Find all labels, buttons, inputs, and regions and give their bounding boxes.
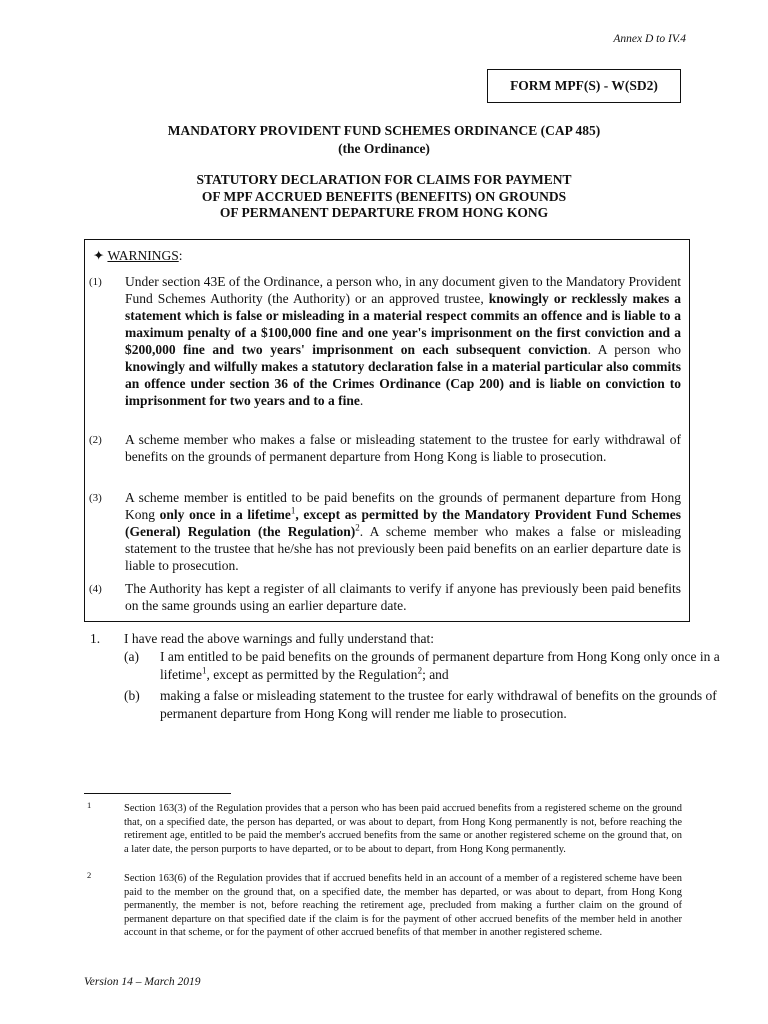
warning-text (125, 273, 681, 409)
warning-number: (4) (89, 583, 102, 595)
warning-1-bold-a: knowingly or recklessly makes a statement which is false or misleading in a material respect commits an offence and is liable to a maximum penalty of a $100,000 fine and one year's imprisonment on the first conviction and a $200,000 fine and two years' imprisonment on each subsequent conviction (125, 291, 682, 357)
footnote-ref-1: 1 (201, 665, 207, 676)
warning-text (125, 489, 681, 574)
warning-text (125, 431, 681, 465)
annex-label: Annex D to IV.4 (613, 33, 686, 45)
warning-number: (2) (89, 434, 102, 446)
footnote-text: Section 163(6) of the Regulation provides that if accrued benefits held in an account of a member of a registered scheme have been paid to the member on the ground that, on a specified date, the member has departed, or was about to depart, from Hong Kong permanently, the member is not, before reaching the retirement age, precluded from making a further claim on the ground of permanent departure on that specified date if the claim is for the payment of other accrued benefits of the member held in another account in that scheme, or for the payment of other accrued benefits of that member in another registered scheme. (124, 873, 682, 939)
warnings-heading (93, 248, 182, 264)
warnings-box (84, 239, 690, 622)
declaration-title (0, 172, 768, 222)
star-icon: ✦ (93, 248, 105, 263)
item-a-text-3: ; and (422, 667, 449, 682)
footnote-ref-2: 2 (355, 522, 360, 533)
version-label: Version 14 – March 2019 (84, 976, 201, 988)
item-text (160, 648, 720, 684)
footnote-ref-2: 2 (417, 665, 423, 676)
warning-3-bold-a: only once in a lifetime (159, 507, 291, 522)
form-code-box: FORM MPF(S) - W(SD2) (487, 69, 681, 103)
footnote-text: Section 163(3) of the Regulation provides that a person who has been paid accrued benefits from a registered scheme on the ground that, on a specified date, the person has departed, or was about to depart, from Hong Kong permanently is not, before reaching the retirement age, entitled to be paid the member's accrued benefits from the same or another registered scheme on the ground that, on a later date, the person purports to have departed, or to be about to depart, from Hong Kong permanently. (124, 803, 682, 855)
warning-3-bold-b: , except as permitted by the Mandatory Provident Fund Schemes (General) Regulation (the Regulation) (125, 507, 681, 539)
warning-3-text-b: . A scheme member who makes a false or misleading statement to the trustee that he/she has not previously been paid benefits on an earlier departure date is liable to prosecution. (125, 524, 681, 573)
warning-number: (1) (89, 276, 102, 288)
item-a-text-1: I am entitled to be paid benefits on the grounds of permanent departure from Hong Kong only once in a lifetime (160, 649, 720, 682)
item-label: (a) (124, 649, 139, 664)
footnote-number: 2 (87, 870, 92, 880)
footnote-number: 1 (87, 800, 92, 810)
item-label: (b) (124, 688, 140, 703)
footnote-ref-1: 1 (290, 505, 296, 516)
title-line-1: MANDATORY PROVIDENT FUND SCHEMES ORDINANCE (CAP 485) (167, 123, 601, 138)
warning-1-text-b: . A person who (587, 342, 681, 357)
warnings-colon: : (178, 248, 183, 263)
warnings-heading-text: WARNINGS (107, 248, 179, 263)
title-line-4: OF MPF ACCRUED BENEFITS (BENEFITS) ON GROUNDS (201, 188, 567, 204)
warning-1-text-a: Under section 43E of the Ordinance, a person who, in any document given to the Mandatory Provident Fund Schemes Authority (the Authority) or an approved trustee, (125, 274, 681, 306)
paragraph-number: 1. (90, 631, 101, 646)
warning-3-text-a: A scheme member is entitled to be paid benefits on the grounds of permanent departure from Hong Kong (125, 490, 681, 522)
title-line-3: STATUTORY DECLARATION FOR CLAIMS FOR PAYMENT (196, 172, 572, 187)
ordinance-title (0, 122, 768, 158)
footnote-divider (84, 793, 231, 794)
warning-4-text: The Authority has kept a register of all claimants to verify if anyone has previously been paid benefits on the same grounds using an earlier departure date. (125, 581, 681, 613)
warning-2-text: A scheme member who makes a false or misleading statement to the trustee for early withdrawal of benefits on the grounds of permanent departure from Hong Kong is liable to prosecution. (125, 432, 681, 464)
title-line-2: (the Ordinance) (338, 141, 430, 156)
warning-1-bold-b: knowingly and wilfully makes a statutory declaration false in a material particular also commits an offence under section 36 of the Crimes Ordinance (Cap 200) and is liable on conviction to imprisonment for two years and to a fine (125, 359, 681, 408)
warning-number: (3) (89, 492, 102, 504)
paragraph-intro: I have read the above warnings and fully understand that: (124, 631, 435, 646)
warning-text (125, 580, 681, 614)
item-text: making a false or misleading statement to the trustee for early withdrawal of benefits on the grounds of permanent departure from Hong Kong will render me liable to prosecution. (160, 688, 717, 721)
warning-1-text-c: . (359, 393, 364, 408)
title-line-5: OF PERMANENT DEPARTURE FROM HONG KONG (219, 205, 549, 220)
item-a-text-2: , except as permitted by the Regulation (206, 667, 418, 682)
